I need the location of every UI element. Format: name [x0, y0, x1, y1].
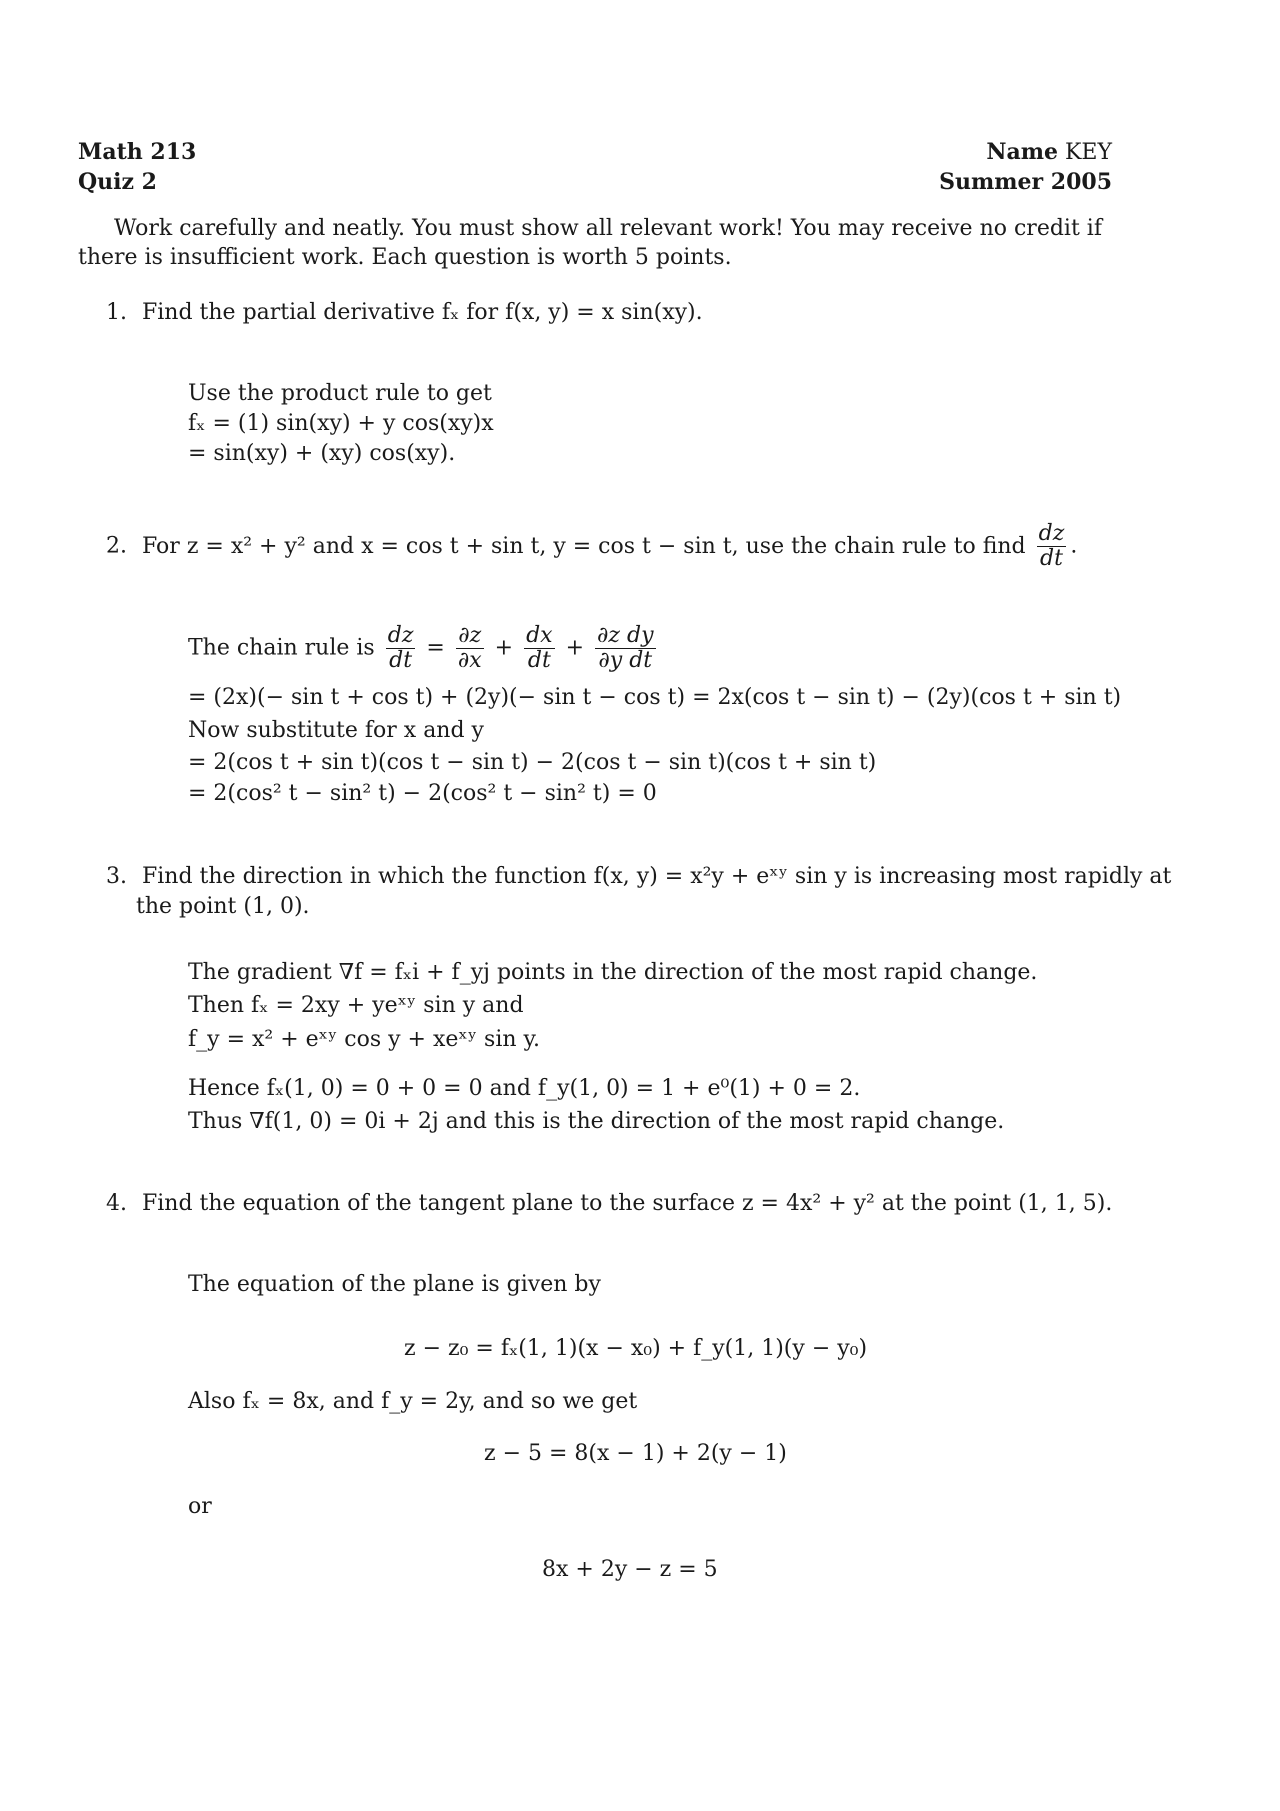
dz-dt-fraction — [1037, 522, 1067, 571]
frac-dx-dt — [524, 624, 555, 673]
tangent-plane-final: 8x + 2y − z = 5 — [542, 1557, 718, 1582]
fraction-numerator: ∂z — [456, 624, 484, 649]
tangent-plane-formula: z − z₀ = fₓ(1, 1)(x − x₀) + f_y(1, 1)(y − y₀) — [404, 1336, 868, 1361]
answer-3-line-2: Then fₓ = 2xy + yeˣʸ sin y and — [188, 993, 524, 1018]
question-2: 2. For z = x² + y² and x = cos t + sin t, y = cos t − sin t, use the chain rule to find $\frac{dz}{dt}$ . — [106, 521, 1078, 572]
fraction-denominator: dt — [527, 648, 551, 674]
question-number: 3. — [106, 864, 127, 889]
question-prompt: Find the equation of the tangent plane to the surface z = 4x² + y² at the point (1, 1, 5). — [142, 1191, 1113, 1216]
answer-4-line-3: Also fₓ = 8x, and f_y = 2y, and so we get — [188, 1389, 638, 1414]
instructions: Work carefully and neatly. You must show all relevant work! You may receive no credit if there is insufficient work. Each question is worth 5 points. — [78, 216, 1102, 270]
tangent-plane-substituted: z − 5 = 8(x − 1) + 2(y − 1) — [484, 1441, 787, 1466]
fraction-denominator: dt — [1040, 546, 1063, 572]
answer-4-line-1: The equation of the plane is given by — [188, 1272, 601, 1297]
answer-1-line-1: Use the product rule to get — [188, 381, 492, 406]
question-number: 4. — [106, 1191, 127, 1216]
name-label: Name — [986, 139, 1058, 165]
question-prompt-line-1: Find the direction in which the function f(x, y) = x²y + eˣʸ sin y is increasing most rapidly at — [142, 864, 1172, 889]
question-4 — [106, 1193, 1112, 1215]
equals-sign: = — [426, 635, 445, 661]
answer-2-line-1: = (2x)(− sin t + cos t) + (2y)(− sin t − cos t) = 2x(cos t − sin t) − (2y)(cos t + sin t) — [188, 685, 1122, 710]
answer-4-or: or — [188, 1494, 212, 1519]
chain-rule-intro: The chain rule is — [188, 635, 375, 661]
chain-rule-formula — [188, 624, 660, 673]
quiz-title: Quiz 2 — [78, 169, 157, 195]
question-1 — [106, 302, 703, 324]
question-prompt: For z = x² + y² and x = cos t + sin t, y = cos t − sin t, use the chain rule to find — [142, 533, 1026, 559]
question-prompt: Find the partial derivative fₓ for f(x, y) = x sin(xy). — [142, 300, 703, 325]
fraction-denominator: dt — [389, 648, 413, 674]
fraction-numerator: dx — [526, 623, 553, 648]
name-value: KEY — [1064, 140, 1112, 165]
term: Summer 2005 — [939, 169, 1112, 195]
answer-2-line-4: = 2(cos² t − sin² t) − 2(cos² t − sin² t) = 0 — [188, 781, 657, 806]
answer-1-line-2: fₓ = (1) sin(xy) + y cos(xy)x — [188, 411, 494, 436]
fraction-denominator: ∂y dt — [598, 648, 653, 674]
answer-2-line-2: Now substitute for x and y — [188, 718, 484, 743]
answer-3-line-1: The gradient ∇f = fₓi + f_yj points in the direction of the most rapid change. — [188, 960, 1038, 985]
course-title: Math 213 — [78, 139, 197, 165]
frac-dz-dy-dy-dt — [595, 624, 655, 673]
fraction-denominator: ∂x — [457, 648, 482, 674]
answer-3-line-3: f_y = x² + eˣʸ cos y + xeˣʸ sin y. — [188, 1027, 541, 1052]
question-3 — [106, 866, 1171, 888]
fraction-numerator: dz — [387, 623, 414, 648]
frac-dz-dx — [456, 624, 484, 673]
answer-3-line-4: Hence fₓ(1, 0) = 0 + 0 = 0 and f_y(1, 0) = 1 + e⁰(1) + 0 = 2. — [188, 1076, 861, 1101]
answer-3-line-5: Thus ∇f(1, 0) = 0i + 2j and this is the direction of the most rapid change. — [188, 1109, 1005, 1134]
question-3-prompt-line-2: the point (1, 0). — [136, 894, 310, 919]
question-number: 1. — [106, 300, 127, 325]
answer-1-line-3: = sin(xy) + (xy) cos(xy). — [188, 441, 456, 466]
plus-sign: + — [565, 635, 585, 661]
name-field — [986, 141, 1112, 164]
plus-sign: + — [494, 635, 514, 661]
question-number: 2. — [106, 533, 127, 559]
fraction-numerator: ∂z dy — [597, 623, 654, 648]
answer-2-line-3: = 2(cos t + sin t)(cos t − sin t) − 2(cos t − sin t)(cos t + sin t) — [188, 750, 877, 775]
frac-dz-dt — [386, 624, 416, 673]
fraction-numerator: dz — [1038, 521, 1065, 546]
